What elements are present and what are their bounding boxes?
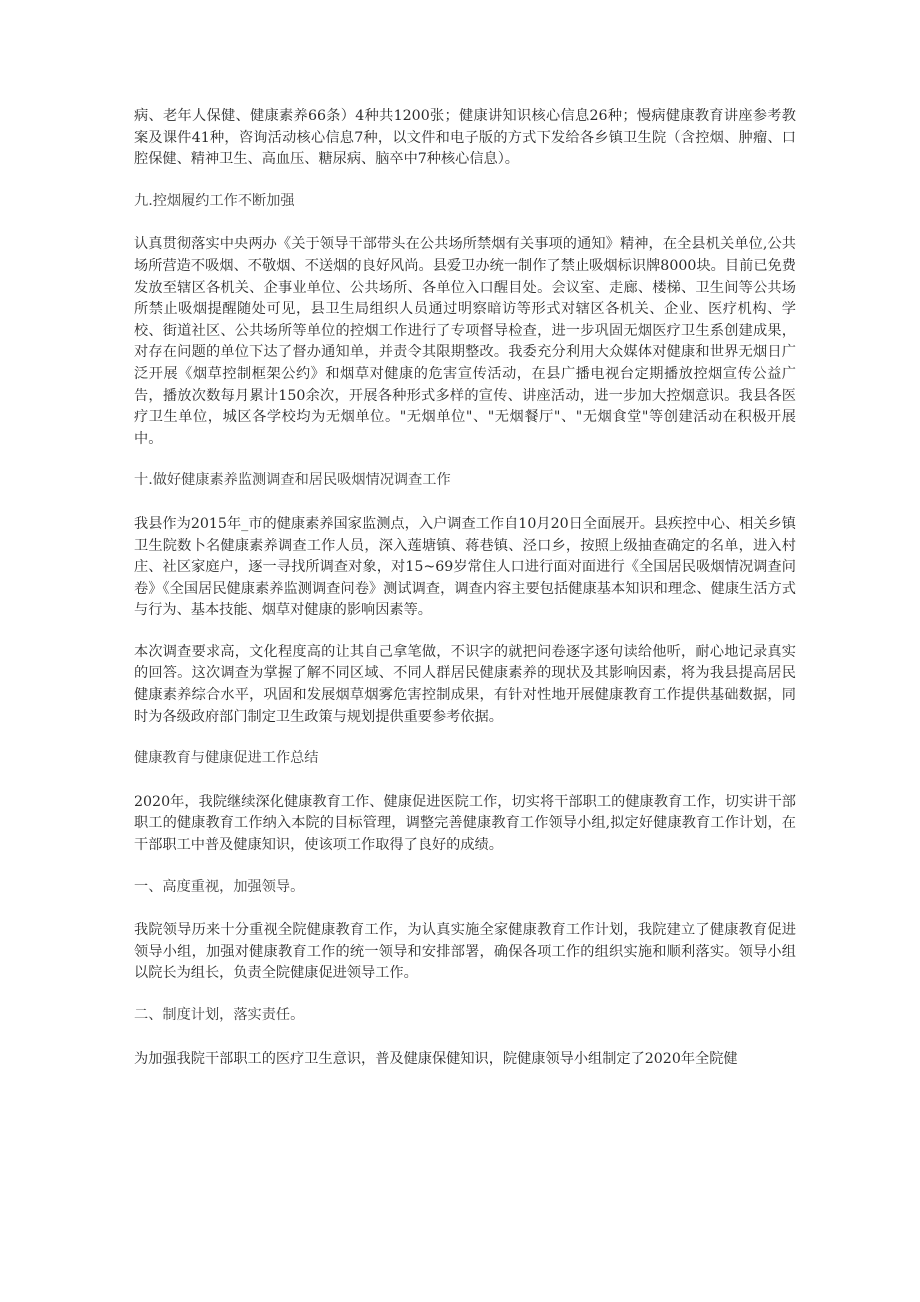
heading-section-one: 一、高度重视，加强领导。: [134, 878, 305, 895]
heading-tobacco-control: 九.控烟履约工作不断加强: [134, 192, 295, 209]
paragraph-leadership: 我院领导历来十分重视全院健康教育工作，为认真实施全家健康教育工作计划，我院建立了健康教育促进领导小组，加强对健康教育工作的统一领导和安排部署，确保各项工作的组织实施和顺利落实。领导小组以院长为组长，负责全院健康促进领导工作。: [134, 922, 796, 982]
paragraph-planning: 为加强我院干部职工的医疗卫生意识，普及健康保健知识，院健康领导小组制定了2020年全院健: [134, 1050, 738, 1067]
paragraph-summary-intro: 2020年，我院继续深化健康教育工作、健康促进医院工作，切实将干部职工的健康教育工作，切实讲干部职工的健康教育工作纳入本院的目标管理，调整完善健康教育工作领导小组,拟定好健康教育工作计划，在干部职工中普及健康知识，使该项工作取得了良好的成绩。: [134, 793, 796, 854]
paragraph-survey-requirements: 本次调查要求高，文化程度高的让其自己拿笔做，不识字的就把问卷逐字逐句读给他听，耐心地记录真实的回答。这次调查为掌握了解不同区域、不同人群居民健康素养的现状及其影响因素，将为我县提高居民健康素养综合水平，巩固和发展烟草烟雾危害控制成果，有针对性地开展健康教育工作提供基础数据，同时为各级政府部门制定卫生政策与规划提供重要参考依据。: [134, 643, 796, 725]
heading-summary-title: 健康教育与健康促进工作总结: [134, 750, 319, 767]
paragraph-materials-list: 病、老年人保健、健康素养66条）4种共1200张；健康讲知识核心信息26种；慢病健康教育讲座参考教案及课件41种，咨询活动核心信息7种，以文件和电子版的方式下发给各乡镇卫生院（含控烟、肿瘤、口腔保健、精神卫生、高血压、糖尿病、脑卒中7种核心信息）。: [134, 108, 796, 168]
document-page: [134, 106, 796, 1090]
paragraph-survey-process: 我县作为2015年_市的健康素养国家监测点，入户调查工作自10月20日全面展开。县疾控中心、相关乡镇卫生院数卜名健康素养调查工作人员，深入莲塘镇、蒋巷镇、泾口乡，按照上级抽查确定的名单，进入村庄、社区家庭户，逐一寻找所调查对象，对15~69岁常住人口进行面对面进行《全国居民吸烟情况调查问卷》《全国居民健康素养监测调查问卷》测试调查，调查内容主要包括健康基本知识和理念、健康生活方式与行为、基本技能、烟草对健康的影响因素等。: [134, 515, 796, 619]
heading-section-two: 二、制度计划，落实责任。: [134, 1007, 305, 1023]
heading-health-literacy-survey: 十.做好健康素养监测调查和居民吸烟情况调查工作: [134, 472, 451, 489]
paragraph-tobacco-control: 认真贯彻落实中央两办《关于领导干部带头在公共场所禁烟有关事项的通知》精神，在全县机关单位,公共场所营造不吸烟、不敬烟、不送烟的良好风尚。县爱卫办统一制作了禁止吸烟标识牌8000块。目前已免费发放至辖区各机关、企事业单位、公共场所、各单位入口醒目处。会议室、走廊、楼梯、卫生间等公共场所禁止吸烟提醒随处可见，县卫生局组织人员通过明察暗访等形式对辖区各机关、企业、医疗机构、学校、街道社区、公共场所等单位的控烟工作进行了专项督导检查，进一步巩固无烟医疗卫生系创建成果，对存在问题的单位下达了督办通知单，并责令其限期整改。我委充分利用大众媒体对健康和世界无烟日广泛开展《烟草控制框架公约》和烟草对健康的危害宣传活动，在县广播电视台定期播放控烟宣传公益广告，播放次数每月累计150余次，开展各种形式多样的宣传、讲座活动，进一步加大控烟意识。我县各医疗卫生单位，城区各学校均为无烟单位。"无烟单位"、"无烟餐厅"、"无烟食堂"等创建活动在积极开展中。: [134, 236, 796, 447]
